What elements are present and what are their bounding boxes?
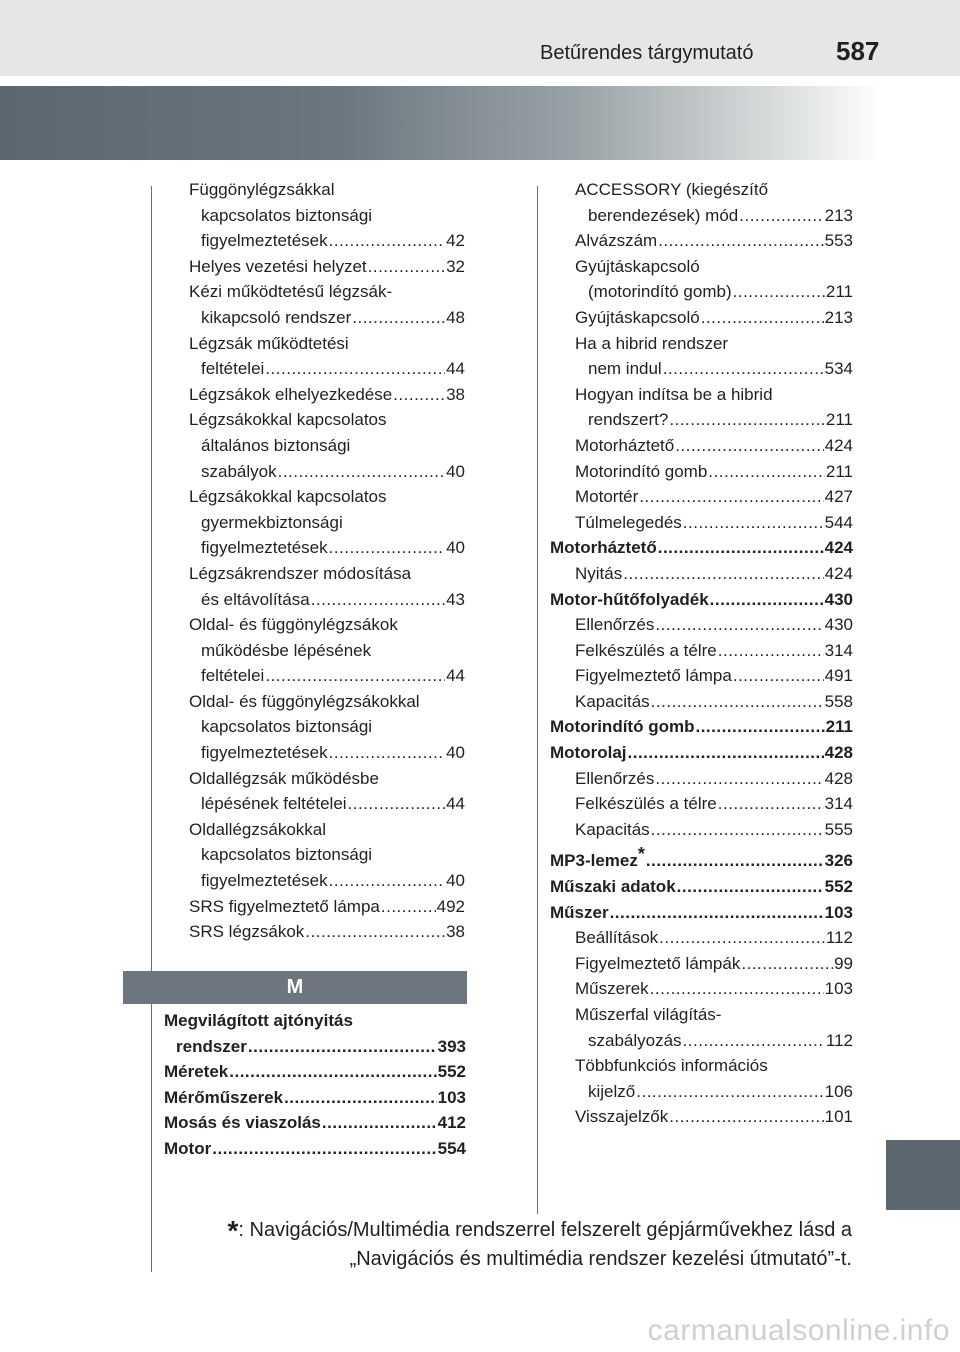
index-subentry: Figyelmeztető lámpa ..... 491 bbox=[575, 663, 853, 689]
index-subentry: Kapacitás ..... 555 bbox=[575, 817, 853, 843]
index-subentry: Többfunkciós információs kijelző ..... 106 bbox=[575, 1053, 853, 1104]
index-entry: Motorháztető ..... 424 bbox=[550, 535, 853, 561]
page-ref: 48 bbox=[446, 307, 465, 327]
page-ref: 424 bbox=[824, 563, 853, 583]
page-ref: 211 bbox=[825, 410, 853, 430]
page-ref: 40 bbox=[446, 743, 465, 763]
index-entry: Oldallégzsákokkal kapcsolatos biztonsági figyelmeztetések ..... 40 bbox=[189, 817, 465, 894]
left-column-rule bbox=[151, 186, 152, 1272]
chapter-thumb-tab bbox=[886, 1140, 960, 1210]
index-subentry: Túlmelegedés ..... 544 bbox=[575, 510, 853, 536]
index-entry: Oldal- és függönylégzsákok működésbe lépésének feltételei ..... 44 bbox=[189, 612, 465, 689]
page-ref: 103 bbox=[824, 902, 853, 922]
index-subentry: Alvázszám ..... 553 bbox=[575, 228, 853, 254]
page-ref: 44 bbox=[446, 794, 465, 814]
middle-column-rule bbox=[537, 186, 538, 1214]
page-ref: 40 bbox=[446, 538, 465, 558]
index-entry: Légzsákokkal kapcsolatos általános biztonsági szabályok ..... 40 bbox=[189, 407, 465, 484]
page-ref: 40 bbox=[446, 461, 465, 481]
index-entry: Légzsákok elhelyezkedése ..... 38 bbox=[189, 382, 465, 408]
index-entry: Megvilágított ajtónyitás rendszer ..... 393 bbox=[164, 1008, 466, 1059]
index-subentry: ACCESSORY (kiegészítő berendezések) mód ..... 213 bbox=[575, 177, 853, 228]
header-banner bbox=[0, 86, 960, 160]
index-entry: Műszer ..... 103 bbox=[550, 900, 853, 926]
index-subentry: Motorháztető ..... 424 bbox=[575, 433, 853, 459]
page-ref: 492 bbox=[436, 896, 465, 916]
footnote-marker: * bbox=[637, 844, 645, 865]
index-subentry: Nyitás ..... 424 bbox=[575, 561, 853, 587]
index-column-1 bbox=[189, 177, 465, 945]
index-subentry: Motortér ..... 427 bbox=[575, 484, 853, 510]
footnote-star: * bbox=[227, 1215, 239, 1246]
index-entry: Méretek ..... 552 bbox=[164, 1059, 466, 1085]
page-ref: 424 bbox=[824, 435, 853, 455]
page-ref: 42 bbox=[446, 231, 465, 251]
index-subentry: Beállítások ..... 112 bbox=[575, 925, 853, 951]
section-header-m: M bbox=[123, 971, 467, 1004]
page-ref: 213 bbox=[824, 307, 853, 327]
page-ref: 44 bbox=[446, 359, 465, 379]
index-subentry: Gyújtáskapcsoló (motorindító gomb) ..... 211 bbox=[575, 254, 853, 305]
page-ref: 412 bbox=[437, 1113, 466, 1133]
watermark-text: carmanualsonline.info bbox=[647, 1314, 950, 1347]
page-ref: 40 bbox=[446, 871, 465, 891]
index-entry: Műszaki adatok ..... 552 bbox=[550, 874, 853, 900]
page-ref: 553 bbox=[824, 231, 853, 251]
page-ref: 32 bbox=[446, 256, 465, 276]
page-ref: 544 bbox=[824, 512, 853, 532]
index-subentry: Ellenőrzés ..... 430 bbox=[575, 612, 853, 638]
page-ref: 211 bbox=[825, 717, 853, 737]
header-title: Betűrendes tárgymutató bbox=[540, 42, 754, 64]
page-ref: 558 bbox=[824, 691, 853, 711]
page-ref: 554 bbox=[437, 1138, 466, 1158]
page-ref: 38 bbox=[446, 922, 465, 942]
page-ref: 552 bbox=[437, 1062, 466, 1082]
page-ref: 44 bbox=[446, 666, 465, 686]
index-entry: Motorolaj ..... 428 bbox=[550, 740, 853, 766]
index-subentry: Visszajelzők ..... 101 bbox=[575, 1104, 853, 1130]
index-entry: Motor ..... 554 bbox=[164, 1136, 466, 1162]
page-ref: 428 bbox=[824, 768, 853, 788]
page-ref: 326 bbox=[824, 851, 853, 871]
subentry-group-motor bbox=[550, 177, 853, 535]
page-ref: 211 bbox=[825, 461, 853, 481]
page-ref: 393 bbox=[437, 1036, 466, 1056]
footnote bbox=[132, 1216, 852, 1274]
page-ref: 213 bbox=[824, 205, 853, 225]
page-ref: 427 bbox=[824, 487, 853, 507]
index-subentry: Hogyan indítsa be a hibrid rendszert? ..... 211 bbox=[575, 382, 853, 433]
index-subentry: Kapacitás ..... 558 bbox=[575, 689, 853, 715]
page-ref: 112 bbox=[825, 928, 853, 948]
index-subentry: Ellenőrzés ..... 428 bbox=[575, 766, 853, 792]
index-entry: Légzsákokkal kapcsolatos gyermekbiztonsági figyelmeztetések ..... 40 bbox=[189, 484, 465, 561]
page-ref: 103 bbox=[437, 1087, 466, 1107]
page-ref: 106 bbox=[824, 1081, 853, 1101]
index-subentry: Műszerek ..... 103 bbox=[575, 976, 853, 1002]
index-entry: Motorindító gomb ..... 211 bbox=[550, 714, 853, 740]
page-ref: 430 bbox=[824, 589, 853, 609]
footnote-line-2: „Navigációs és multimédia rendszer kezelési útmutató”-t. bbox=[349, 1248, 852, 1270]
index-entry: Oldal- és függönylégzsákokkal kapcsolatos biztonsági figyelmeztetések ..... 40 bbox=[189, 689, 465, 766]
index-entry: MP3-lemez* ..... 326 bbox=[550, 842, 853, 874]
index-entry: Légzsák működtetési feltételei ..... 44 bbox=[189, 331, 465, 382]
page-ref: 428 bbox=[824, 743, 853, 763]
index-entry: Függönylégzsákkal kapcsolatos biztonsági figyelmeztetések ..... 42 bbox=[189, 177, 465, 254]
index-entry: Mérőműszerek ..... 103 bbox=[164, 1085, 466, 1111]
page-ref: 43 bbox=[446, 589, 465, 609]
index-entry: SRS légzsákok ..... 38 bbox=[189, 919, 465, 945]
page-ref: 101 bbox=[824, 1107, 853, 1127]
index-subentry: Gyújtáskapcsoló ..... 213 bbox=[575, 305, 853, 331]
header-bar bbox=[0, 0, 960, 76]
page-ref: 430 bbox=[824, 615, 853, 635]
watermark-strip bbox=[0, 1306, 960, 1352]
index-subentry: Figyelmeztető lámpák ..... 99 bbox=[575, 951, 853, 977]
index-entry: Légzsákrendszer módosítása és eltávolítása ..... 43 bbox=[189, 561, 465, 612]
page-ref: 314 bbox=[824, 640, 853, 660]
index-column-m bbox=[164, 1008, 466, 1162]
page-ref: 38 bbox=[446, 384, 465, 404]
index-subentry: Műszerfal világítás- szabályozás ..... 112 bbox=[575, 1002, 853, 1053]
page-ref: 424 bbox=[824, 538, 853, 558]
index-entry: Helyes vezetési helyzet ..... 32 bbox=[189, 254, 465, 280]
index-entry: Motor-hűtőfolyadék ..... 430 bbox=[550, 587, 853, 613]
page-ref: 534 bbox=[824, 359, 853, 379]
footnote-line-1: : Navigációs/Multimédia rendszerrel felszerelt gépjárművekhez lásd a bbox=[238, 1219, 852, 1241]
page-ref: 103 bbox=[824, 979, 853, 999]
index-column-3 bbox=[550, 177, 853, 1130]
page-ref: 99 bbox=[834, 953, 853, 973]
index-subentry: Felkészülés a télre ..... 314 bbox=[575, 638, 853, 664]
index-subentry: Ha a hibrid rendszer nem indul ..... 534 bbox=[575, 331, 853, 382]
index-subentry: Motorindító gomb ..... 211 bbox=[575, 459, 853, 485]
page-ref: 314 bbox=[824, 794, 853, 814]
index-entry: Kézi működtetésű légzsák- kikapcsoló rendszer ..... 48 bbox=[189, 279, 465, 330]
index-entry: Mosás és viaszolás ..... 412 bbox=[164, 1110, 466, 1136]
index-entry: Oldallégzsák működésbe lépésének feltételei ..... 44 bbox=[189, 766, 465, 817]
page-ref: 555 bbox=[824, 819, 853, 839]
page-ref: 112 bbox=[825, 1030, 853, 1050]
page-ref: 552 bbox=[824, 877, 853, 897]
page-ref: 491 bbox=[824, 666, 853, 686]
index-entry: SRS figyelmeztető lámpa ..... 492 bbox=[189, 894, 465, 920]
index-subentry: Felkészülés a télre ..... 314 bbox=[575, 791, 853, 817]
page-number: 587 bbox=[836, 36, 880, 66]
page-ref: 211 bbox=[825, 282, 853, 302]
